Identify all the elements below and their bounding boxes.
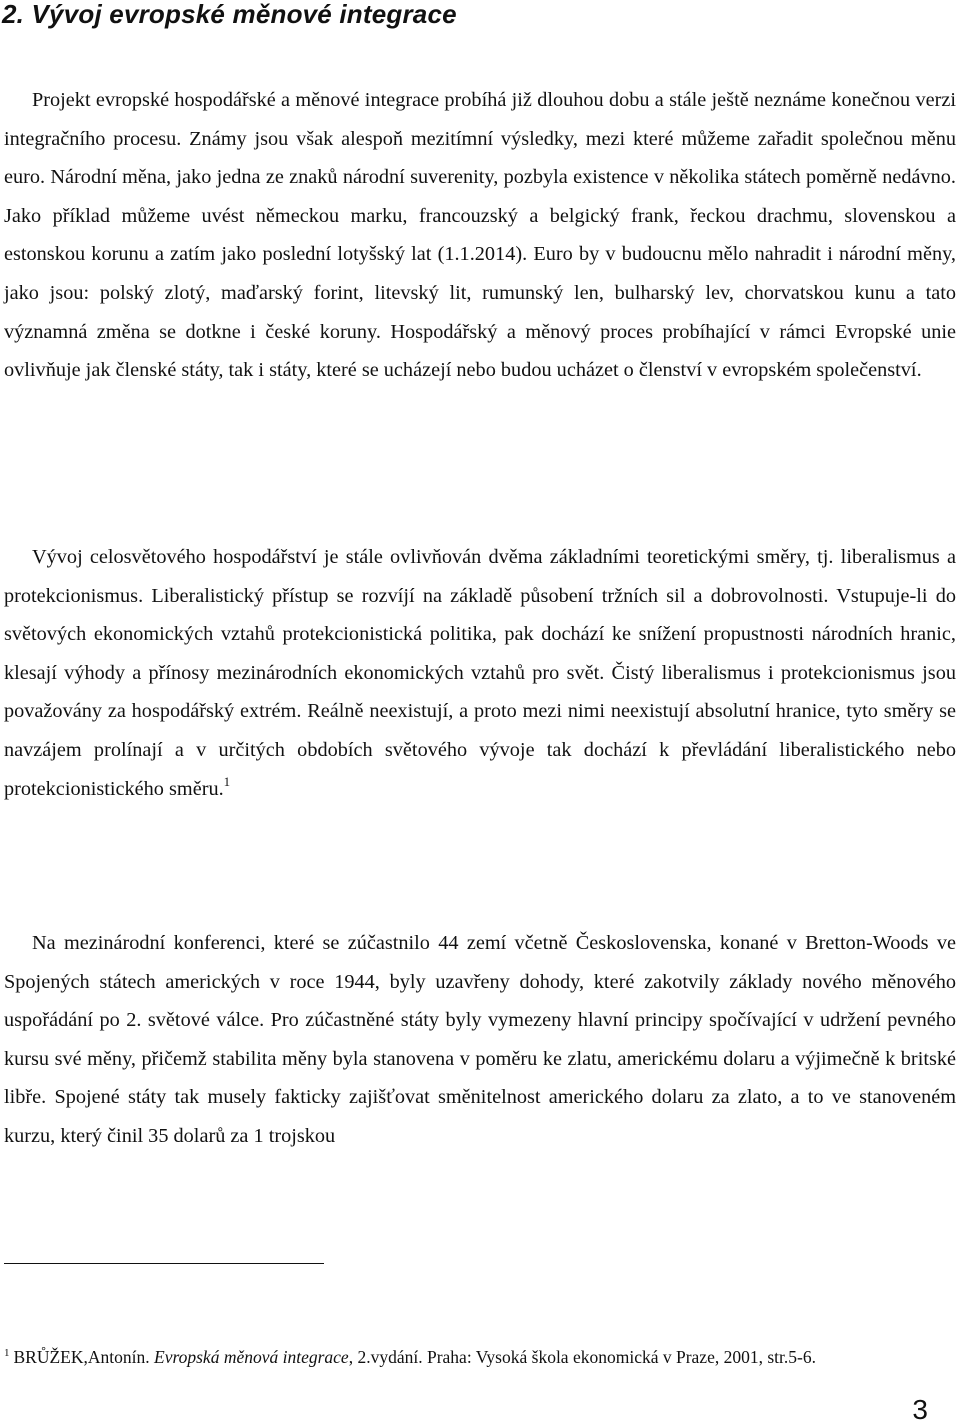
footnote-title: Evropská měnová integrace <box>154 1347 349 1367</box>
section-heading: 2. Vývoj evropské měnové integrace <box>2 0 457 29</box>
footnote-mark: 1 <box>4 1347 10 1359</box>
paragraph-bretton-woods: Na mezinárodní konferenci, které se zúčastnilo 44 zemí včetně Československa, konané v Bretton-Woods ve Spojených státech amerických v roce 1944, byly uzavřeny dohody, které zakotvily základy nového měnového uspořádání po 2. světové válce. Pro zúčastněné státy byly vymezeny hlavní principy spočívající v udržení pevného kursu své měny, přičemž stabilita měny byla stanovena v poměru ke zlatu, americkému dolaru a výjimečně k britské libře. Spojené státy tak musely fakticky zajišťovat směnitelnost amerického dolaru za zlato, a to ve stanoveném kurzu, který činil 35 dolarů za 1 trojskou <box>4 932 956 1147</box>
footnote-separator <box>4 1263 324 1264</box>
footnote <box>4 1345 956 1369</box>
paragraph-integration: Projekt evropské hospodářské a měnové integrace probíhá již dlouhou dobu a stále ještě neznáme konečnou verzi integračního procesu. Známy jsou však alespoň mezitímní výsledky, mezi které můžeme zařadit společnou měnu euro. Národní měna, jako jedna ze znaků národní suverenity, pozbyla existence v několika státech poměrně nedávno. Jako příklad můžeme uvést německou marku, francouzský a belgický frank, řeckou drachmu, slovenskou a estonskou korunu a zatím jako poslední lotyšský lat (1.1.2014). Euro by v budoucnu mělo nahradit i národní měny, jako jsou: polský zlotý, maďarský forint, litevský lit, rumunský len, bulharský lev, chorvatskou kunu a tato významná změna se dotkne i české koruny. Hospodářský a měnový proces probíhající v rámci Evropské unie ovlivňuje jak členské státy, tak i státy, které se ucházejí nebo budou ucházet o členství v evropském společenství. <box>4 89 956 382</box>
footnote-reference[interactable]: 1 <box>223 773 231 789</box>
footnote-details: , 2.vydání. Praha: Vysoká škola ekonomická v Praze, 2001, str.5-6. <box>348 1347 816 1367</box>
page-number: 3 <box>912 1394 928 1425</box>
paragraph-liberalism <box>4 538 956 808</box>
paragraph-liberalism-text: Vývoj celosvětového hospodářství je stále ovlivňován dvěma základními teoretickými směry, tj. liberalismus a protekcionismus. Liberalistický přístup se rozvíjí na základě působení tržních sil a dobrovolnosti. Vstupuje-li do světových ekonomických vztahů protekcionistická politika, pak dochází ke snížení propustnosti národních hranic, klesají výhody a přínosy mezinárodních ekonomických vztahů pro svět. Čistý liberalismus i protekcionismus jsou považovány za hospodářský extrém. Reálně neexistují, a proto mezi nimi neexistují absolutní hranice, tyto směry se navzájem prolínají a v určitých obdobích světového vývoje tak dochází k převládání liberalistického nebo protekcionistického směru. <box>4 546 956 800</box>
footnote-author: BRŮŽEK,Antonín. <box>13 1347 150 1367</box>
